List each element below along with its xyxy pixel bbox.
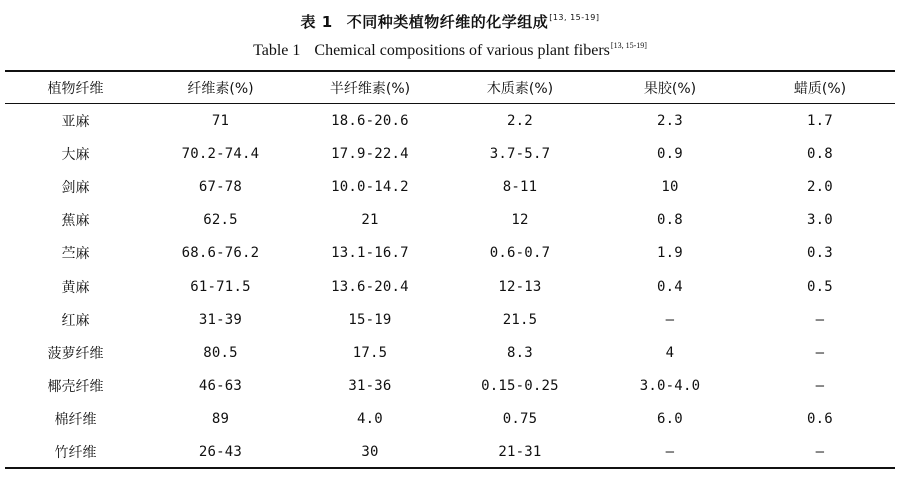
value-cell: 0.6-0.7 [489,245,551,262]
table-row [5,370,895,403]
value-cell: — [815,378,825,395]
fiber-name-cell: 蕉麻 [61,213,90,230]
column-header: 木质素(%) [486,80,554,97]
fiber-name-cell: 黄麻 [61,279,90,296]
value-cell: — [815,344,825,361]
fiber-name-cell: 苎麻 [61,246,90,263]
value-cell: 3.0-4.0 [639,378,701,395]
value-cell: 6.0 [657,411,683,428]
value-cell: 31-36 [348,378,392,395]
table-row [5,303,895,336]
table-number-cn: 表 1 [300,13,333,31]
value-cell: 13.1-16.7 [331,245,409,262]
table-title-en [0,41,900,60]
value-cell: 8.3 [507,344,533,361]
value-cell: 31-39 [198,311,243,328]
value-cell: 0.6 [807,411,833,428]
value-cell: — [815,444,825,461]
value-cell: 2.3 [657,112,683,129]
value-cell: 0.15-0.25 [481,378,559,395]
value-cell: — [815,311,825,328]
value-cell: 12-13 [498,278,542,295]
value-cell: 15-19 [348,311,392,328]
fiber-name-cell: 大麻 [61,146,90,163]
value-cell: 10 [661,178,679,195]
fiber-name-cell: 棉纤维 [54,412,97,429]
value-cell: 21-31 [498,444,542,461]
fiber-name-cell: 椰壳纤维 [47,379,104,396]
table-row [5,436,895,469]
table-number-en: Table 1 [253,42,301,59]
table-row [5,103,895,137]
value-cell: 71 [211,112,230,129]
value-cell: 2.2 [507,112,533,129]
value-cell: 0.5 [807,278,833,295]
fiber-name-cell: 亚麻 [61,113,90,130]
value-cell: 1.9 [657,245,683,262]
value-cell: 8-11 [502,178,538,195]
value-cell: — [665,311,675,328]
value-cell: 0.8 [807,145,833,162]
value-cell: 4 [665,344,675,361]
value-cell: 3.7-5.7 [489,145,551,162]
value-cell: 67-78 [198,178,243,195]
value-cell: 3.0 [807,212,833,229]
table-row [5,170,895,203]
value-cell: 70.2-74.4 [181,145,260,162]
value-cell: 4.0 [357,411,383,428]
value-cell: 21.5 [502,311,538,328]
value-cell: 80.5 [203,344,238,361]
table-title-cn-text: 不同种类植物纤维的化学组成 [346,13,549,31]
value-cell: 89 [211,411,230,428]
value-cell: 46-63 [198,378,243,395]
table-row [5,403,895,436]
column-header: 半纤维素(%) [329,80,411,97]
value-cell: 26-43 [198,444,243,461]
value-cell: 17.5 [352,344,388,361]
fiber-name-cell: 菠萝纤维 [47,345,104,362]
value-cell: 2.0 [807,178,833,195]
value-cell: 1.7 [807,112,833,129]
value-cell: 0.75 [502,411,538,428]
table-row [5,204,895,237]
value-cell: 10.0-14.2 [331,178,409,195]
table-header-row [5,72,895,103]
value-cell: — [665,444,675,461]
value-cell: 61-71.5 [190,278,251,295]
column-header: 果胶(%) [643,80,697,97]
value-cell: 18.6-20.6 [331,112,409,129]
value-cell: 0.4 [657,278,683,295]
value-cell: 0.9 [657,145,683,162]
value-cell: 17.9-22.4 [331,145,409,162]
table-row [5,270,895,303]
value-cell: 62.5 [203,212,238,229]
value-cell: 30 [361,444,379,461]
table-title-cn-ref: [13, 15-19] [549,13,600,22]
column-header: 植物纤维 [47,80,104,97]
value-cell: 68.6-76.2 [181,245,260,262]
value-cell: 0.8 [657,212,683,229]
table-row [5,336,895,369]
table-row [5,137,895,170]
table-row [5,237,895,270]
composition-table [5,72,895,469]
value-cell: 12 [511,212,529,229]
column-header: 纤维素(%) [187,80,254,97]
table-title-en-ref: [13, 15-19] [610,41,647,50]
value-cell: 0.3 [807,245,833,262]
value-cell: 13.6-20.4 [331,278,409,295]
value-cell: 21 [361,212,379,229]
column-header: 蜡质(%) [793,80,847,97]
table-title-cn [0,11,900,32]
fiber-name-cell: 红麻 [61,312,90,329]
table-title-en-text: Chemical compositions of various plant fibers [314,42,610,59]
fiber-name-cell: 剑麻 [61,179,90,196]
fiber-name-cell: 竹纤维 [54,445,97,462]
